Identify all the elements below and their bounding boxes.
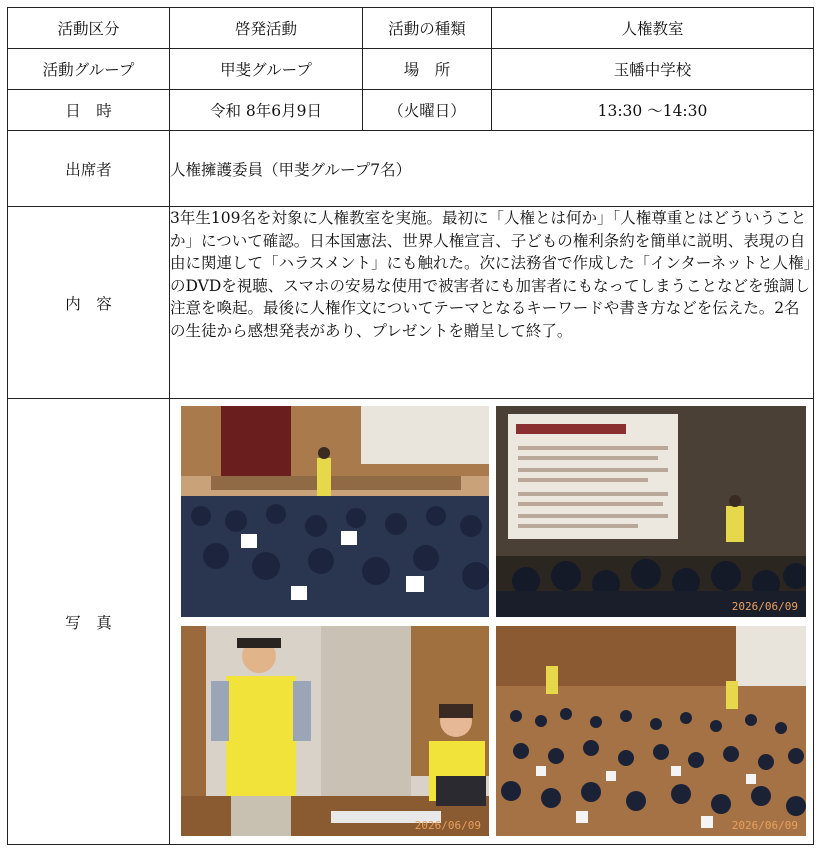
- photo-stage-presenter-image: [181, 406, 489, 617]
- time-value: 13:30 ～14:30: [492, 90, 814, 131]
- photo-grid: [170, 399, 813, 843]
- photo-projector-slide: [496, 406, 806, 617]
- attendees-label: 出席者: [8, 131, 170, 207]
- photo-committee-members-image: [181, 626, 489, 836]
- photo-committee-date-stamp: 2026/06/09: [414, 819, 481, 832]
- content-text: 3年生109名を対象に人権教室を実施。最初に「人権とは何か」「人権尊重とはどういうことか」について確認。日本国憲法、世界人権宣言、子どもの権利条約を簡単に説明、表現の自由に関連して「ハラスメント」にも触れた。次に法務省で作成した「インターネットと人権」のDVDを視聴、スマホの安易な使用で被害者にも加害者にもなってしまうことなどを強調し注意を喚起。最後に人権作文についてテーマとなるキーワードや書き方などを伝えた。2名の生徒から感想発表があり、プレゼントを贈呈して終了。: [170, 207, 814, 399]
- photos-label: 写 真: [8, 399, 170, 845]
- datetime-label: 日 時: [8, 90, 170, 131]
- photo-stage-presenter: [181, 406, 489, 617]
- photo-projector-slide-image: [496, 406, 806, 617]
- photo-projector-date-stamp: 2026/06/09: [731, 600, 798, 613]
- photos-cell: [170, 399, 814, 845]
- content-label: 内 容: [8, 207, 170, 399]
- activity-group-value: 甲斐グループ: [170, 49, 363, 90]
- photo-gym-overview: [496, 626, 806, 836]
- activity-category-label: 活動区分: [8, 8, 170, 49]
- photo-committee-members: [181, 626, 489, 836]
- location-value: 玉幡中学校: [492, 49, 814, 90]
- location-label: 場 所: [363, 49, 492, 90]
- photo-gym-overview-image: [496, 626, 806, 836]
- photo-gym-date-stamp: 2026/06/09: [731, 819, 798, 832]
- activity-report-table: [7, 7, 814, 845]
- attendees-value: 人権擁護委員（甲斐グループ7名）: [170, 131, 814, 207]
- activity-type-label: 活動の種類: [363, 8, 492, 49]
- weekday-value: （火曜日）: [363, 90, 492, 131]
- date-value: 令和 8年6月9日: [170, 90, 363, 131]
- activity-category-value: 啓発活動: [170, 8, 363, 49]
- activity-type-value: 人権教室: [492, 8, 814, 49]
- activity-group-label: 活動グループ: [8, 49, 170, 90]
